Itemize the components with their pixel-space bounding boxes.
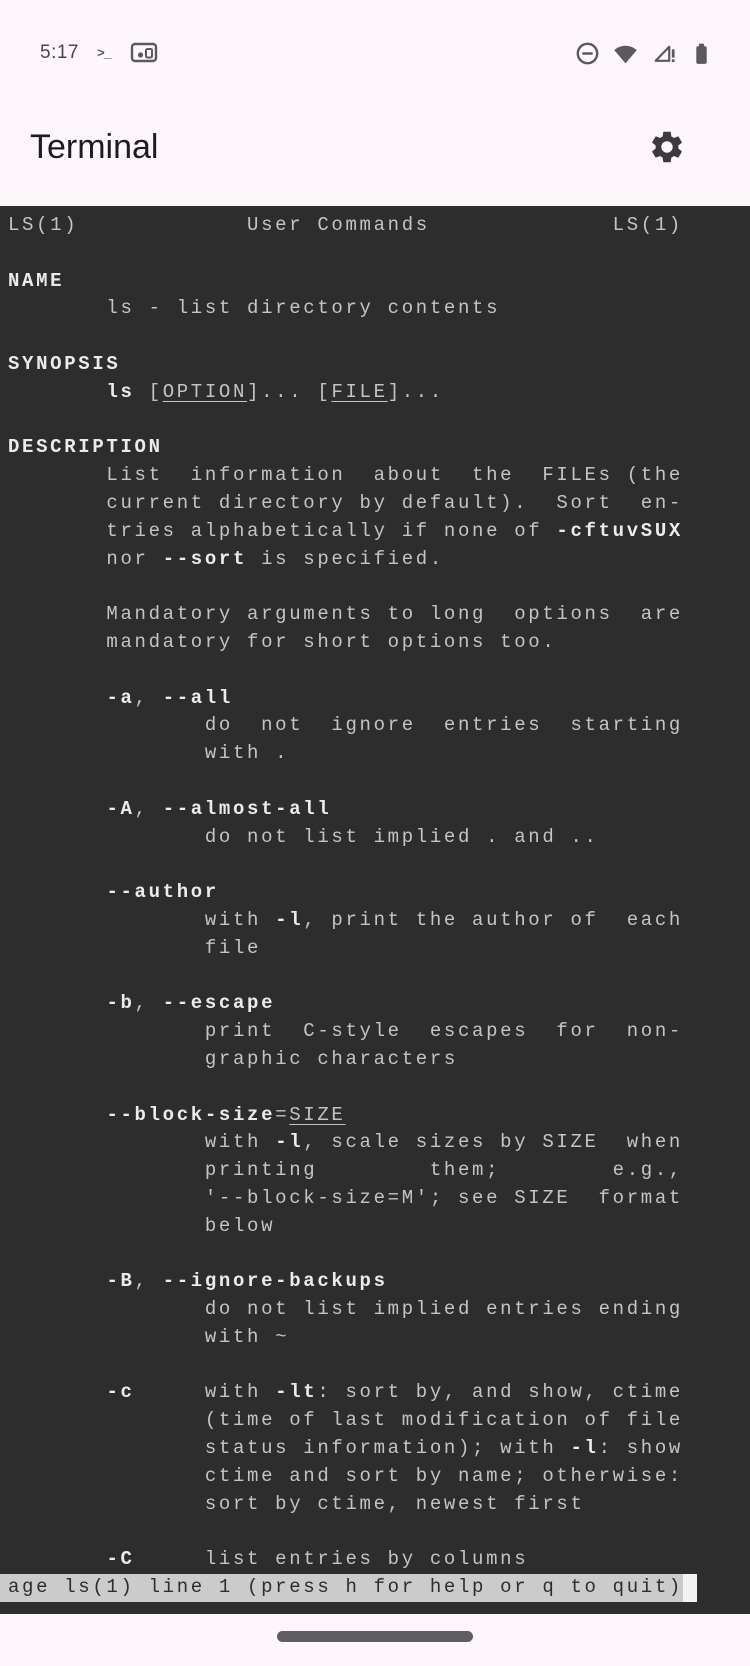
terminal-line: current directory by default). Sort en- [8,491,683,514]
terminal-line: '--block-size=M'; see SIZE format [8,1186,683,1209]
terminal-line: do not ignore entries starting [8,714,683,737]
terminal-line: -C list entries by columns [106,1548,529,1571]
terminal-line: NAME [8,269,65,292]
terminal-cursor [683,1574,697,1602]
gesture-bar-area [0,1614,750,1666]
terminal-line [8,963,750,991]
terminal-line [8,573,750,601]
terminal-line [8,1240,750,1268]
terminal-line: with . [8,742,290,765]
terminal-line: do not list implied . and .. [8,825,599,848]
connected-device-icon [129,41,159,65]
terminal-line: -B, --ignore-backups [106,1270,388,1293]
terminal-line: mandatory for short options too. [8,630,557,653]
terminal-line: --block-size=SIZE [106,1103,346,1126]
terminal-line: file [8,936,262,959]
terminal-line: nor --sort is specified. [8,547,444,570]
terminal-line: with -l, scale sizes by SIZE when [8,1131,683,1154]
status-bar [0,0,750,88]
terminal-line: -A, --almost-all [106,797,332,820]
terminal-line [8,1518,750,1546]
app-title: Terminal [30,127,159,166]
terminal-line: below [8,1214,276,1237]
terminal-line: -b, --escape [106,992,276,1015]
terminal-line: -a, --all [106,686,233,709]
terminal-line: graphic characters [8,1047,458,1070]
terminal-prompt-icon: >_ [96,45,111,61]
pager-status-text: age ls(1) line 1 (press h for help or q to quit) [8,1576,683,1599]
terminal-line: print C-style escapes for non- [8,1020,683,1043]
status-bar-right [575,41,714,66]
app-header [0,88,750,206]
terminal-line [8,240,750,268]
terminal-line: DESCRIPTION [8,436,163,459]
terminal-line: -c with -lt: sort by, and show, ctime [106,1381,683,1404]
terminal-screen[interactable] [0,206,750,1614]
terminal-line [8,407,750,435]
terminal-line: printing them; e.g., [8,1159,683,1182]
terminal-line: ctime and sort by name; otherwise: [8,1464,683,1487]
clock: 5:17 [40,42,79,63]
terminal-output [0,206,750,1574]
terminal-line: tries alphabetically if none of -cftuvSUX [8,519,683,542]
do-not-disturb-icon [575,41,600,66]
terminal-line [8,768,750,796]
wifi-icon [613,41,638,66]
gesture-handle[interactable] [277,1631,473,1642]
terminal-line: do not list implied entries ending [8,1298,683,1321]
pager-status-line [0,1574,697,1602]
terminal-line [8,851,750,879]
status-bar-left [40,41,159,65]
terminal-line: sort by ctime, newest first [8,1492,585,1515]
battery-icon [689,41,714,66]
terminal-line: List information about the FILEs (the [8,464,683,487]
terminal-line: with ~ [8,1325,290,1348]
gear-icon [648,128,686,166]
terminal-line: (time of last modification of file [8,1409,683,1432]
terminal-line: SYNOPSIS [8,352,121,375]
terminal-line: ls - list directory contents [8,297,501,320]
terminal-line [8,1352,750,1380]
terminal-line [8,323,750,351]
settings-button[interactable] [648,128,686,166]
terminal-line: with -l, print the author of each [8,908,683,931]
terminal-line: Mandatory arguments to long options are [8,603,683,626]
terminal-line: --author [106,881,219,904]
terminal-line [8,1074,750,1102]
no-cellular-signal-icon [651,41,676,66]
terminal-line: status information); with -l: show [8,1437,683,1460]
terminal-line: LS(1) User Commands LS(1) [8,214,683,236]
terminal-line: ls [OPTION]... [FILE]... [106,380,444,403]
terminal-line [8,657,750,685]
